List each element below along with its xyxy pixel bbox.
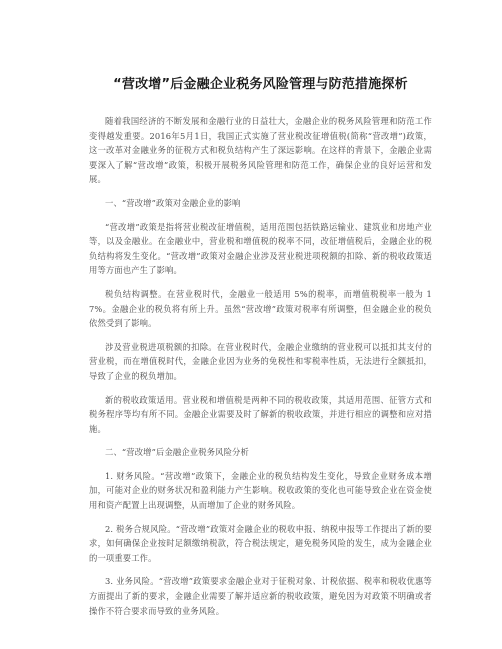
document-title: “营改增”后金融企业税务风险管理与防范措施探析 [113,77,408,92]
section-heading-2: 二、“营改增”后金融企业税务风险分析 [105,447,249,458]
section1-paragraph: 新的税收政策适用。营业税和增值税是两种不同的税收政策，其适用范围、征管方式和税务程序等均有所不同。金融企业需要及时了解新的税收政策，并进行相应的调整和应对措施。 [89,394,432,434]
section1-paragraph: “营改增”政策是指将营业税改征增值税，适用范围包括铁路运输业、建筑业和房地产业等，以及金融业。在金融业中，营业税和增值税的税率不同，改征增值税后，金融企业的税负结构将发生变化。“营改增”政策对金融企业涉及营业税进项税额的扣除、新的税收政策适用等方面也产生了影响。 [89,221,432,276]
risk-item-business: 3. 业务风险。“营改增”政策要求金融企业对于征税对象、计税依据、税率和税收优惠等方面提出了新的要求，金融企业需要了解并适应新的税收政策，避免因为对政策不明确或者操作不符合要求而导致的业务风险。 [89,576,432,616]
risk-item-financial: 1. 财务风险。“营改增”政策下，金融企业的税负结构发生变化，导致企业财务成本增加，可能对企业的财务状况和盈利能力产生影响。税收政策的变化也可能导致企业在资金使用和资产配置上出现调整，从而增加了企业的财务风险。 [89,470,432,511]
risk-item-compliance: 2. 税务合规风险。“营改增”政策对金融企业的税收申报、纳税申报等工作提出了新的要求，如何确保企业按时足额缴纳税款，符合税法规定，避免税务风险的发生，成为金融企业的一项重要工作。 [89,523,432,563]
intro-paragraph: 随着我国经济的不断发展和金融行业的日益壮大，金融企业的税务风险管理和防范工作变得越发重要。2016年5月1日，我国正式实施了营业税改征增值税(简称“营改增”)政策，这一改革对金融业务的征税方式和税负结构产生了深远影响。在这样的背景下，金融企业需要深入了解“营改增”政策，积极开展税务风险管理和防范工作，确保企业的良好运营和发展。 [89,116,432,185]
section-heading-1: 一、“营改增”政策对金融企业的影响 [105,197,241,208]
section1-paragraph: 税负结构调整。在营业税时代，金融业一般适用 5%的税率，而增值税税率一般为 17%。金融企业的税负将有所上升。虽然“营改增”政策对税率有所调整，但金融企业的税负依然受到了影响。 [89,288,432,329]
section1-paragraph: 涉及营业税进项税额的扣除。在营业税时代，金融企业缴纳的营业税可以抵扣其支付的营业税，而在增值税时代，金融企业因为业务的免税性和零税率性质，无法进行全额抵扣，导致了企业的税负增加。 [89,341,432,381]
